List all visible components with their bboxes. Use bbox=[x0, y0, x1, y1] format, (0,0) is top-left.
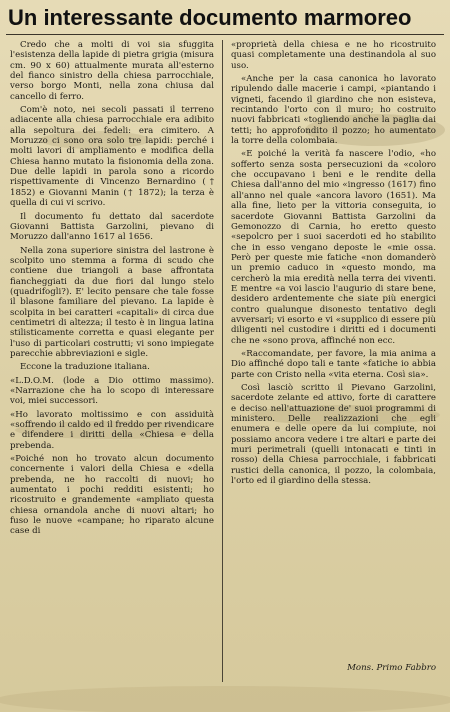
right-column bbox=[231, 40, 436, 489]
paragraph: «Poiché non ho trovato alcun documento concernente i valori della Chiesa e «della prebenda, ne ho raccolti di nuovi; ho aumentato i pochi redditi esistenti; ho ricostruito e grandemente «ampliato questa chiesa ornandola anche di nuovi altari; ho fuso le nuove «campane; ho riparato alcune case di bbox=[10, 454, 214, 537]
paragraph: «E poiché la verità fa nascere l'odio, «ho sofferto senza sosta persecuzioni da «coloro che occupavano i beni e le rendite della Chiesa dall'anno del mio «ingresso (1617) fino all'anno nel quale «ancora lavoro (1651). Ma alla fine, lieto per la vittoria conseguita, io sacerdote Giovanni Battista Garzolini da Gemonozzo di Carnia, ho eretto questo «sepolcro per i suoi sacerdoti ed ho stabilito che in esso vengano deposte le «mie ossa. Però per queste mie fatiche «non domanderò un premio caduco in «questo mondo, ma cercherò la mia eredità nella terra dei viventi. E mentre «a voi lascio l'augurio di stare bene, desidero ardentemente che siate più energici contro qualunque disonesto tentativo degli avversari; vi esorto e vi «supplico di essere più diligenti nel custodire i diritti ed i documenti che ne «sono prova, affinché non ecc. bbox=[231, 149, 436, 346]
paragraph: «L.D.O.M. (lode a Dio ottimo massimo). «Narrazione che ha lo scopo di interessare voi, miei successori. bbox=[10, 375, 214, 407]
title-rule bbox=[6, 34, 444, 35]
paragraph: «Ho lavorato moltissimo e con assiduità «soffrendo il caldo ed il freddo per rivendicare e difendere i diritti della «Chiesa e della prebenda. bbox=[10, 409, 214, 451]
paragraph: Nella zona superiore sinistra del lastrone è scolpito uno stemma a forma di scudo che contiene due triangoli a base affrontata fiancheggiati da due fiori dal lungo stelo (quadrifogli?). E' lecito pensare che tale fosse il blasone familiare del pievano. La lapide è scolpita in bei caratteri «capitali» di circa due centimetri di altezza; il testo è in lingua latina stilisticamente corretta e quasi elegante per l'uso di particolari costrutti; vi sono impiegate parecchie abbreviazioni e sigle. bbox=[10, 245, 214, 359]
paragraph: Credo che a molti di voi sia sfuggita l'esistenza della lapide di pietra grigia (misura cm. 90 x 60) attualmente murata all'esterno del fianco sinistro della chiesa parrocchiale, verso borgo Monti, nella zona chiusa dal cancello di ferro. bbox=[10, 40, 214, 102]
author-signature: Mons. Primo Fabbro bbox=[347, 663, 436, 673]
column-divider bbox=[222, 40, 223, 682]
paragraph: Così lasciò scritto il Pievano Garzolini, sacerdote zelante ed attivo, forte di carattere e deciso nell'attuazione de' suoi programmi di ministero. Delle realizzazioni che egli enumera e delle opere da lui compiute, noi possiamo ancora vedere i tre altari e parte dei muri perimetrali (quelli intonacati e tinti in rosso) della Chiesa parrocchiale, i fabbricati rustici della canonica, il pozzo, la colombaia, l'orto ed il giardino della stessa. bbox=[231, 383, 436, 487]
paragraph: «Raccomandate, per favore, la mia anima a Dio affinché dopo tali e tante «fatiche io abbia parte con Cristo nella «vita eterna. Così sia». bbox=[231, 348, 436, 380]
paragraph: Com'è noto, nei secoli passati il terreno adiacente alla chiesa parrocchiale era adibito alla sepoltura dei fedeli: era cimitero. A Moruzzo ci sono ora solo tre lapidi: perché i molti lavori di ampliamento e modifica della Chiesa hanno mutato la fisionomia della zona. Due delle lapidi in parola sono a ricordo rispettivamente di Vincenzo Bernardino († 1852) e Giovanni Manin († 1872); la terza è quella di cui vi scrivo. bbox=[10, 105, 214, 209]
paragraph: Eccone la traduzione italiana. bbox=[20, 362, 150, 373]
article-title: Un interessante documento marmoreo bbox=[8, 5, 412, 30]
left-column bbox=[10, 40, 214, 540]
paragraph: «Anche per la casa canonica ho lavorato ripulendo dalle macerie i campi, «piantando i vigneti, facendo il giardino che non esisteva, recintando l'orto con il muro; ho costruito nuovi fabbricati «togliendo anche la paglia dai tetti; ho approfondito il pozzo; ho aumentato la torre della colombaia. bbox=[231, 74, 436, 147]
paragraph: «proprietà della chiesa e ne ho ricostruito quasi completamente una destinandola al suo uso. bbox=[231, 40, 436, 71]
paragraph: Il documento fu dettato dal sacerdote Giovanni Battista Garzolini, pievano di Moruzzo dall'anno 1617 al 1656. bbox=[10, 211, 214, 243]
